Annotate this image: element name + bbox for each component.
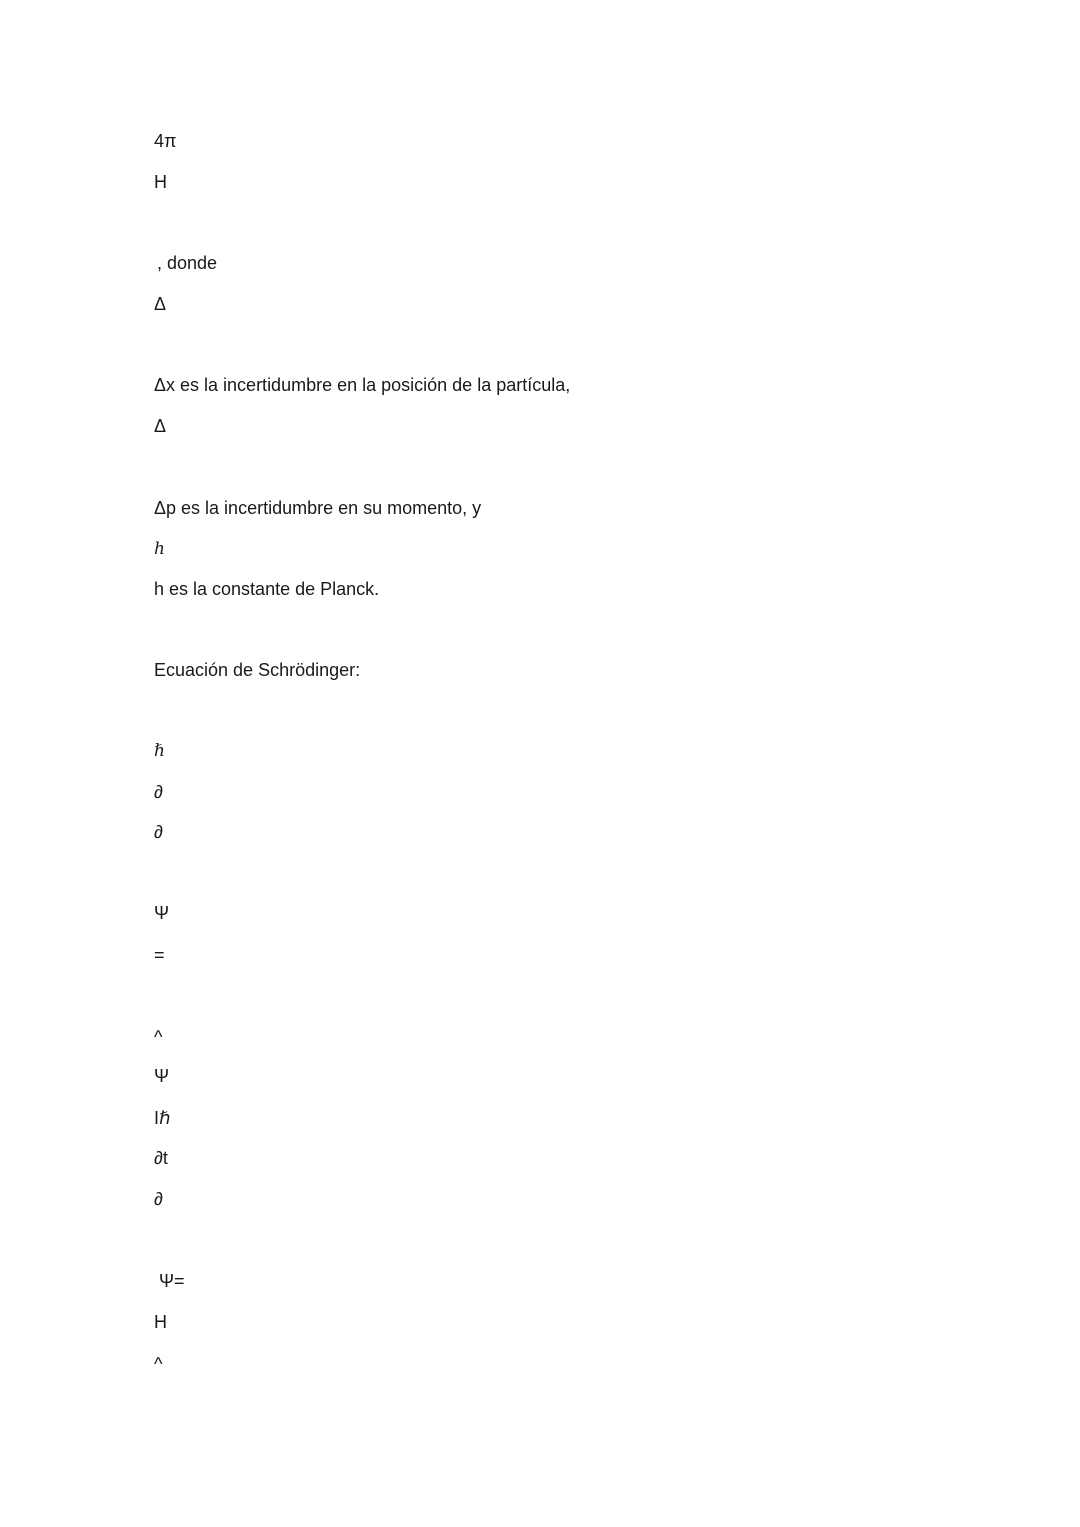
formula-fragment: Ψ	[154, 1066, 170, 1086]
formula-fragment: ∂	[154, 822, 163, 842]
formula-fragment: h	[154, 539, 165, 559]
formula-fragment: Δ	[154, 294, 167, 314]
text-line: Δp es la incertidumbre en su momento, y	[154, 498, 482, 518]
formula-fragment: =	[154, 945, 165, 965]
formula-fragment: Ψ=	[154, 1271, 185, 1291]
formula-fragment: 4π	[154, 131, 177, 151]
formula-fragment: ℏ	[154, 741, 165, 761]
text-line: h es la constante de Planck.	[154, 579, 380, 599]
formula-fragment: ∂t	[154, 1148, 168, 1168]
formula-fragment: ^	[154, 1354, 163, 1374]
formula-fragment: ^	[154, 1027, 163, 1047]
formula-fragment: H	[154, 1312, 167, 1332]
formula-fragment: ∂	[154, 1189, 163, 1209]
formula-fragment: Δ	[154, 416, 167, 436]
formula-fragment: Ψ	[154, 903, 170, 923]
text-line: , donde	[152, 253, 218, 273]
formula-fragment: ∂	[154, 782, 163, 802]
section-heading: Ecuación de Schrödinger:	[154, 660, 361, 680]
formula-fragment: Iℏ	[154, 1108, 171, 1128]
formula-fragment: H	[154, 172, 167, 192]
text-line: Δx es la incertidumbre en la posición de la partícula,	[154, 375, 571, 395]
